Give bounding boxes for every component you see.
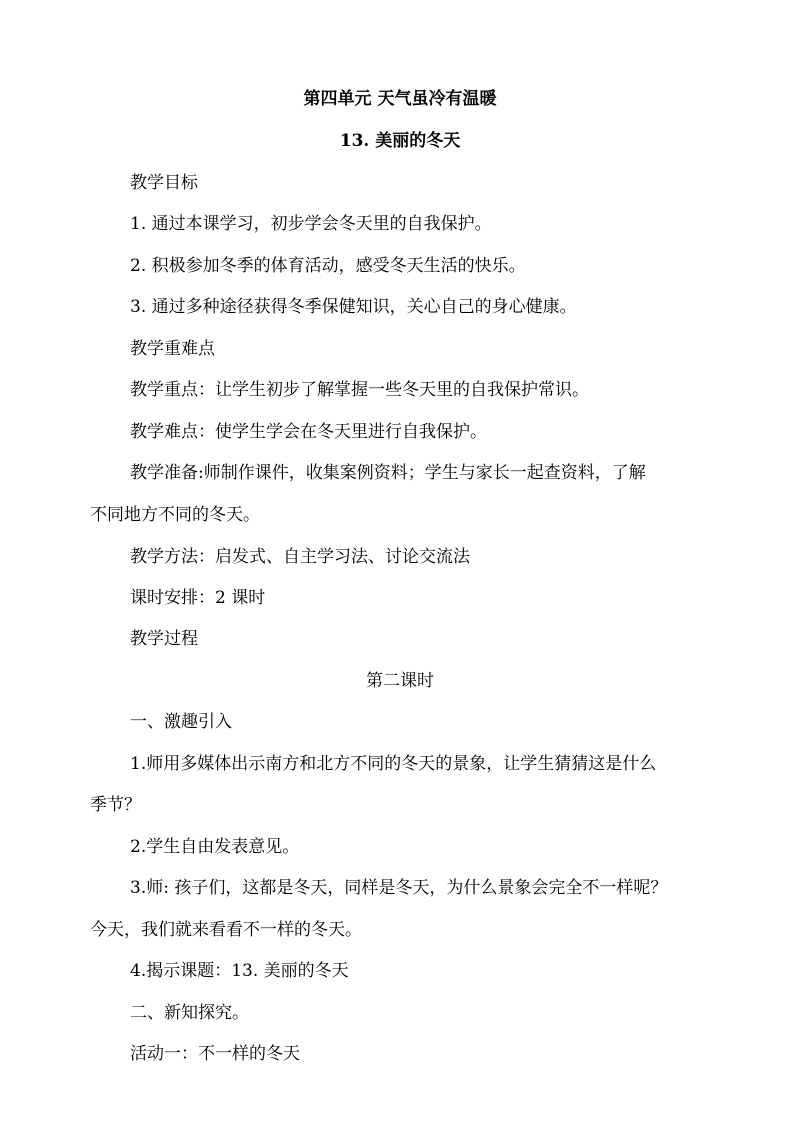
unit-title: 第四单元 天气虽冷有温暖 <box>303 89 497 109</box>
paragraph: 1.师用多媒体出示南方和北方不同的冬天的景象，让学生猜猜这是什么 <box>130 754 657 774</box>
paragraph-continued: 今天，我们就来看看不一样的冬天。 <box>90 920 362 940</box>
paragraph-continued: 季节？ <box>90 795 141 815</box>
paragraph-continued: 不同地方不同的冬天。 <box>90 505 260 525</box>
paragraph: 教学重点：让学生初步了解掌握一些冬天里的自我保护常识。 <box>130 380 589 400</box>
paragraph: 2.学生自由发表意见。 <box>130 837 300 857</box>
lesson-title: 13. 美丽的冬天 <box>339 131 461 151</box>
section-heading: 一、激趣引入 <box>130 712 232 732</box>
session-heading: 第二课时 <box>366 671 434 691</box>
paragraph: 教学方法：启发式、自主学习法、讨论交流法 <box>130 547 470 567</box>
paragraph: 2. 积极参加冬季的体育活动，感受冬天生活的快乐。 <box>130 256 526 276</box>
section-heading: 二、新知探究。 <box>130 1003 249 1023</box>
paragraph: 活动一：不一样的冬天 <box>130 1044 300 1064</box>
paragraph: 3.师: 孩子们，这都是冬天，同样是冬天，为什么景象会完全不一样呢？ <box>130 878 668 898</box>
paragraph: 4.揭示课题：13. 美丽的冬天 <box>130 961 349 981</box>
paragraph: 3. 通过多种途径获得冬季保健知识，关心自己的身心健康。 <box>130 297 577 317</box>
paragraph: 课时安排：2 课时 <box>130 588 266 608</box>
section-heading-objectives: 教学目标 <box>130 173 198 193</box>
paragraph: 教学准备:师制作课件，收集案例资料；学生与家长一起查资料，了解 <box>130 463 646 483</box>
paragraph: 1. 通过本课学习，初步学会冬天里的自我保护。 <box>130 214 492 234</box>
section-heading-process: 教学过程 <box>130 629 198 649</box>
paragraph: 教学难点：使学生学会在冬天里进行自我保护。 <box>130 422 487 442</box>
section-heading-key-points: 教学重难点 <box>130 339 215 359</box>
